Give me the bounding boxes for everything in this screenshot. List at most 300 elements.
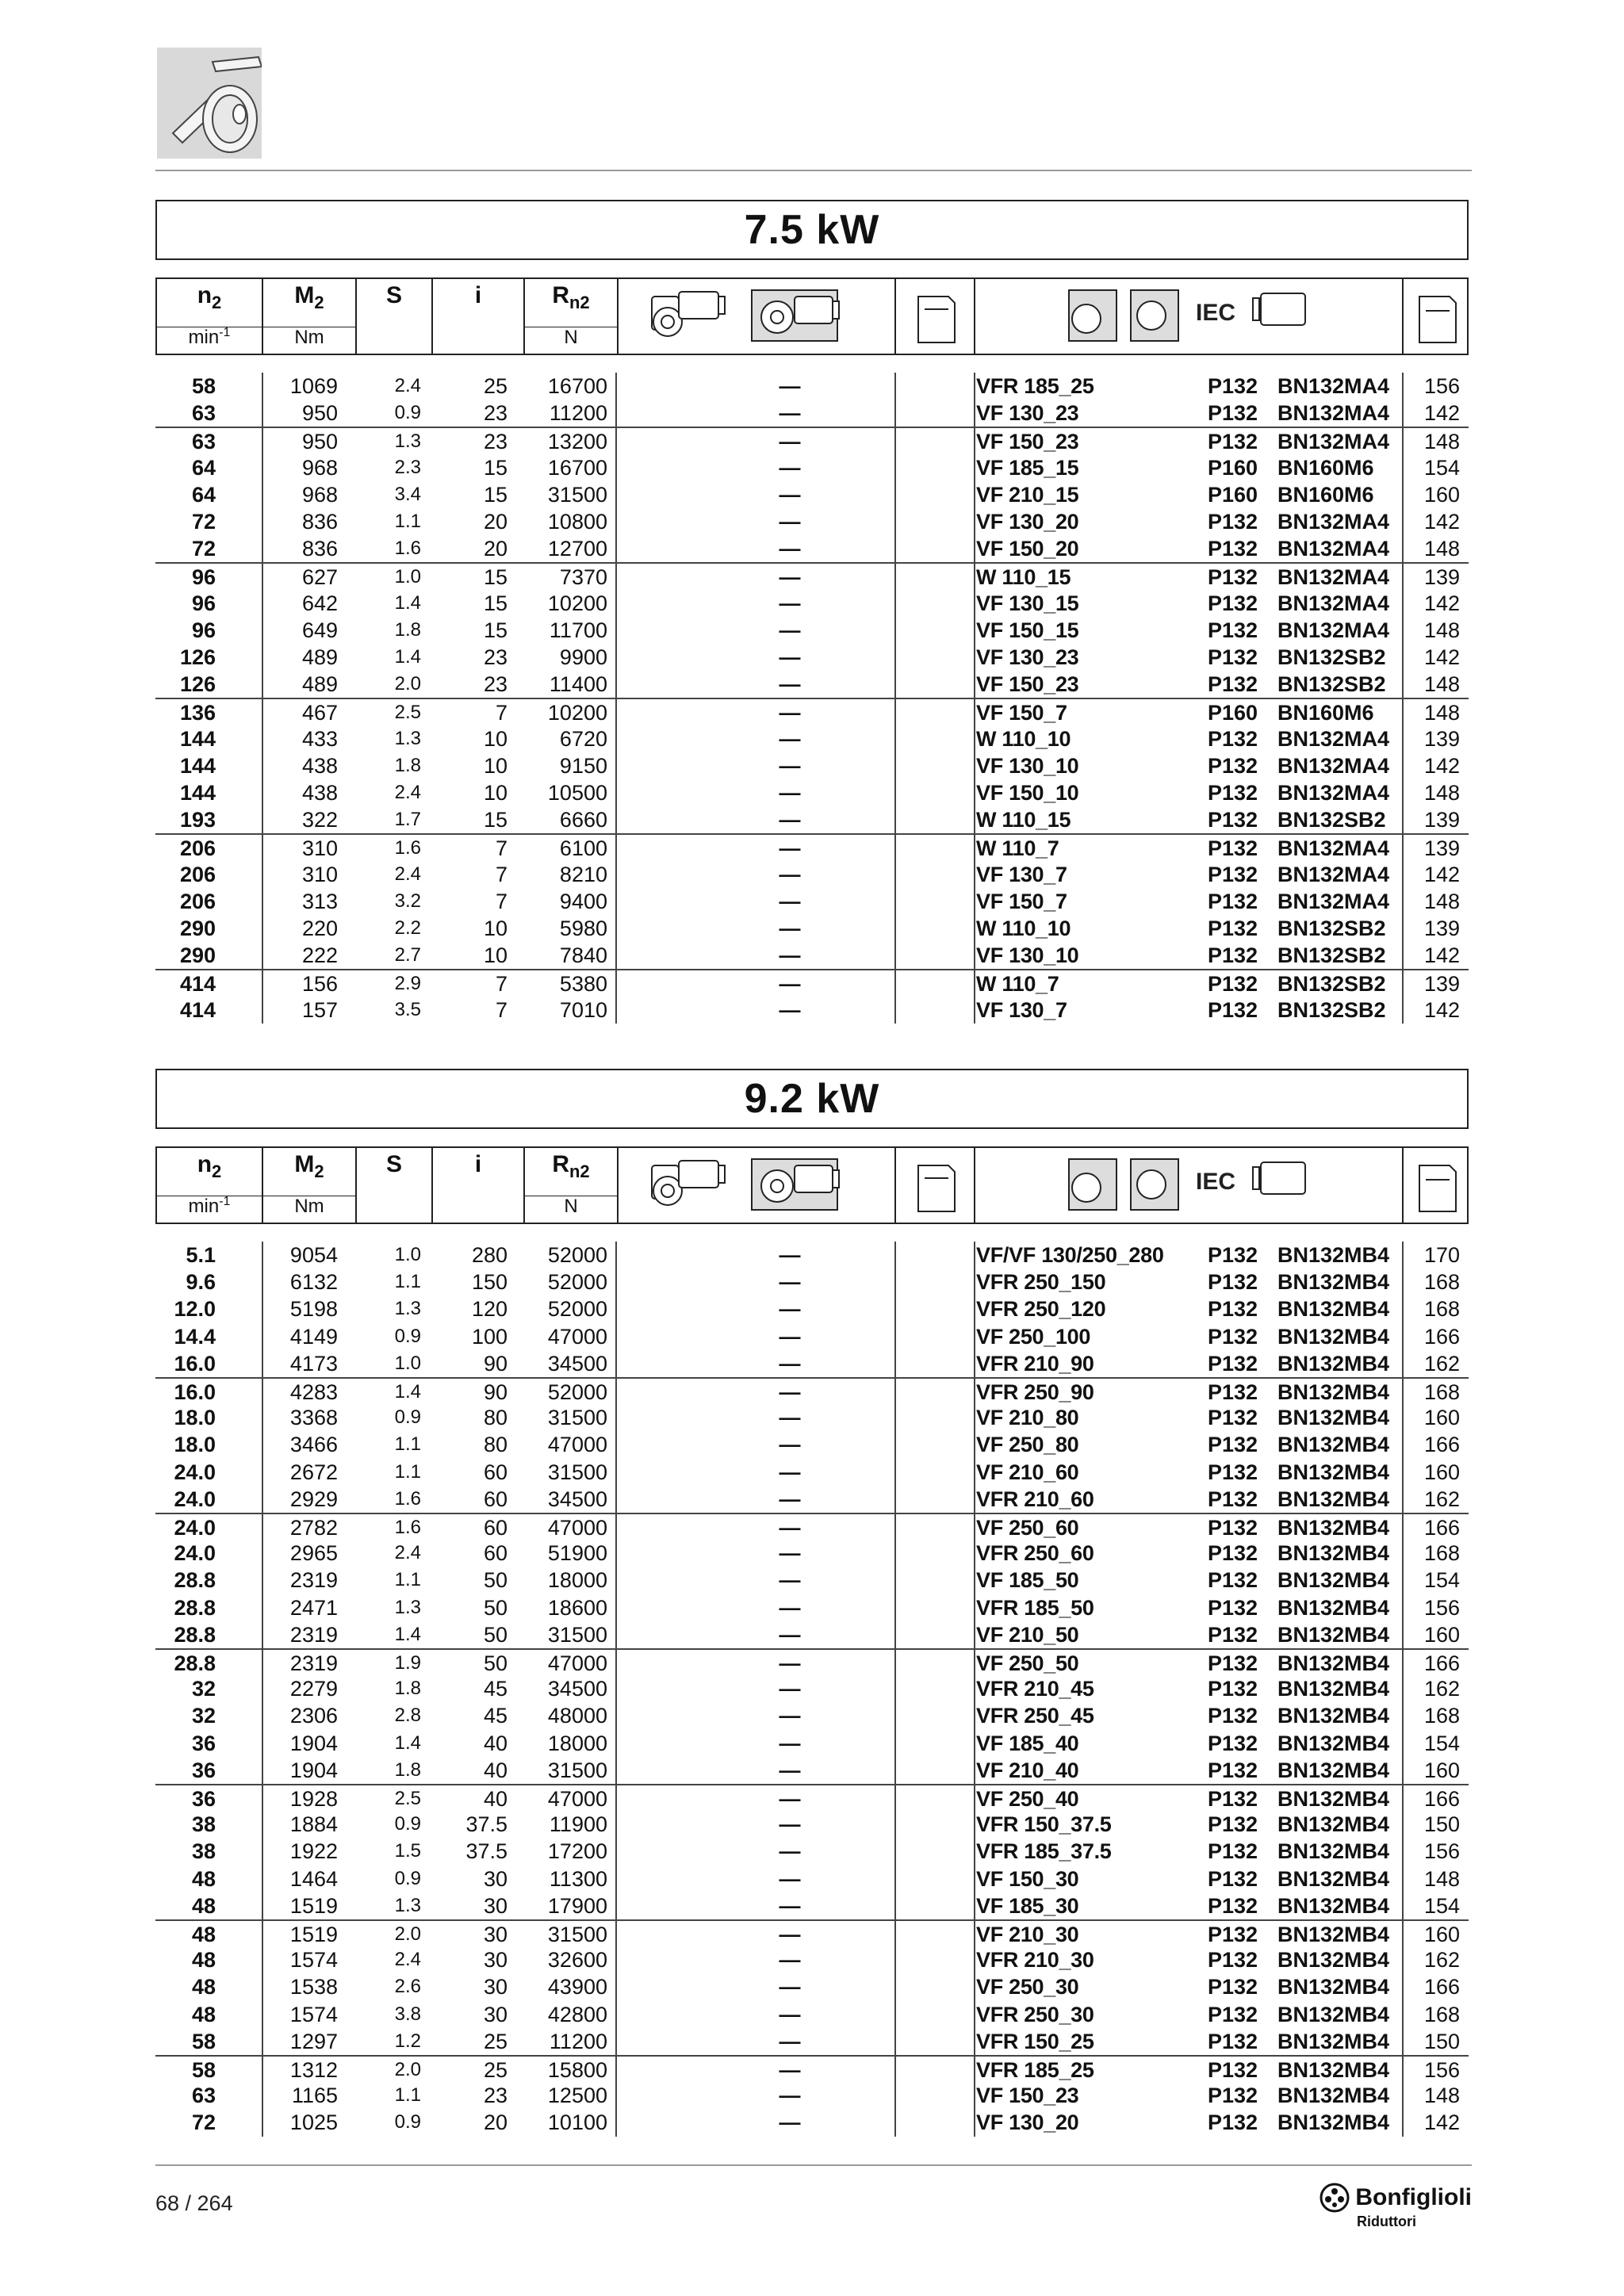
cell-rn2: 18600 (547, 1595, 607, 1620)
cell-dash: — (779, 1324, 801, 1349)
cell-s: 1.2 (394, 2030, 421, 2052)
cell-s: 0.9 (394, 1813, 421, 1835)
cell-p: P132 (1208, 1622, 1258, 1647)
cell-n2: 63 (191, 2084, 216, 2108)
cell-m2: 1928 (289, 1787, 338, 1811)
cell-i: 40 (483, 1731, 508, 1755)
cell-dash: — (779, 781, 801, 805)
cell-dash: — (779, 1351, 801, 1376)
m2-sub: 2 (314, 1161, 324, 1181)
cell-rn2: 11300 (549, 1866, 607, 1891)
cell-p: P132 (1208, 591, 1258, 615)
cell-dash: — (779, 1622, 801, 1647)
cell-s: 2.3 (394, 456, 421, 478)
cell-code: VF 130_23 (976, 401, 1079, 426)
cell-s: 2.7 (394, 944, 421, 966)
cell-rn2: 34500 (547, 1487, 607, 1511)
cell-motor: BN132MB4 (1277, 2058, 1390, 2082)
cell-code: VF 250_30 (976, 1975, 1079, 1999)
cell-m2: 627 (301, 565, 338, 590)
cell-rn2: 11700 (549, 618, 607, 642)
cell-code: W 110_15 (976, 565, 1071, 590)
cell-m2: 3368 (289, 1406, 338, 1430)
cell-p: P132 (1208, 1324, 1258, 1349)
cell-rn2: 34500 (547, 1351, 607, 1376)
iec-motor-adapter-icon (975, 1148, 1404, 1223)
cell-rn2: 12500 (547, 2084, 607, 2108)
cell-code: W 110_7 (976, 836, 1059, 861)
cell-i: 10 (483, 916, 508, 940)
brand-logo (1319, 2182, 1472, 2230)
cell-code: VF 130_23 (976, 645, 1079, 669)
cell-i: 15 (483, 591, 508, 615)
cell-n2: 28.8 (174, 1622, 216, 1647)
cell-code: VFR 210_45 (976, 1677, 1094, 1701)
cell-rn2: 17200 (547, 1839, 607, 1864)
table-row (155, 400, 1469, 427)
cell-m2: 489 (301, 645, 338, 669)
cell-dash: — (779, 2058, 801, 2082)
cell-s: 1.4 (394, 1623, 421, 1645)
cell-dash: — (779, 943, 801, 968)
cell-s: 2.0 (394, 1923, 421, 1945)
cell-page: 142 (1423, 401, 1460, 426)
cell-page: 162 (1423, 1351, 1460, 1376)
cell-page: 150 (1423, 1812, 1460, 1837)
cell-n2: 9.6 (186, 1270, 216, 1295)
cell-s: 1.7 (394, 809, 421, 831)
cell-page: 148 (1423, 2084, 1460, 2108)
table-row (155, 1973, 1469, 2000)
cell-code: VFR 250_90 (976, 1380, 1094, 1404)
cell-rn2: 47000 (547, 1787, 607, 1811)
cell-p: P132 (1208, 1541, 1258, 1566)
cell-dash: — (779, 889, 801, 913)
table-row (155, 1459, 1469, 1486)
cell-rn2: 47000 (547, 1651, 607, 1675)
cell-dash: — (779, 672, 801, 697)
cell-s: 1.3 (394, 1596, 421, 1618)
cell-page: 168 (1423, 1270, 1460, 1295)
cell-i: 25 (483, 2029, 508, 2053)
cell-motor: BN132MB4 (1277, 1595, 1390, 1620)
cell-p: P132 (1208, 1948, 1258, 1973)
cell-rn2: 9900 (559, 645, 607, 669)
cell-dash: — (779, 2110, 801, 2135)
cell-m2: 649 (301, 618, 338, 642)
table-row (155, 1919, 1469, 1948)
cell-i: 20 (483, 2110, 508, 2135)
cell-p: P132 (1208, 374, 1258, 398)
table-row (155, 1486, 1469, 1513)
cell-p: P132 (1208, 1923, 1258, 1946)
cell-n2: 206 (179, 862, 216, 886)
cell-page: 160 (1423, 1460, 1460, 1484)
cell-motor: BN132MB4 (1277, 1460, 1390, 1484)
rn2-sub: n2 (569, 293, 590, 312)
cell-motor: BN132SB2 (1277, 672, 1386, 697)
cell-n2: 48 (191, 1866, 216, 1891)
cell-code: VF 150_30 (976, 1866, 1079, 1891)
m2-sub: 2 (314, 293, 324, 312)
cell-n2: 126 (179, 645, 216, 669)
cell-p: P132 (1208, 2058, 1258, 2082)
cell-m2: 322 (301, 808, 338, 832)
cell-m2: 1904 (289, 1758, 338, 1782)
cell-code: VF 250_100 (976, 1324, 1091, 1349)
cell-page: 162 (1423, 1487, 1460, 1511)
cell-page: 154 (1423, 1731, 1460, 1755)
gearmotor-icon (619, 279, 896, 354)
table-row (155, 1866, 1469, 1892)
cell-n2: 36 (191, 1758, 216, 1782)
cell-rn2: 10500 (547, 781, 607, 805)
cell-m2: 156 (301, 972, 338, 997)
cell-m2: 2929 (289, 1487, 338, 1511)
cell-dash: — (779, 482, 801, 507)
cell-i: 37.5 (465, 1839, 508, 1864)
cell-code: VFR 210_90 (976, 1351, 1094, 1376)
cell-p: P132 (1208, 997, 1258, 1022)
cell-page: 162 (1423, 1677, 1460, 1701)
cell-code: VFR 250_45 (976, 1704, 1094, 1728)
table-row (155, 562, 1469, 591)
cell-page: 142 (1423, 862, 1460, 886)
cell-dash: — (779, 1812, 801, 1837)
cell-s: 0.9 (394, 402, 421, 424)
cell-rn2: 42800 (547, 2002, 607, 2026)
cell-p: P132 (1208, 753, 1258, 778)
cell-dash: — (779, 726, 801, 751)
cell-p: P132 (1208, 2002, 1258, 2026)
cell-code: VF 130_15 (976, 591, 1079, 615)
cell-s: 1.3 (394, 1298, 421, 1320)
cell-page: 160 (1423, 1406, 1460, 1430)
cell-n2: 96 (191, 591, 216, 615)
cell-i: 15 (483, 482, 508, 507)
cell-i: 60 (483, 1516, 508, 1540)
table-row (155, 779, 1469, 806)
cell-motor: BN132MB4 (1277, 1380, 1390, 1404)
cell-page: 168 (1423, 2002, 1460, 2026)
gearmotor-icon (619, 1148, 896, 1223)
cell-i: 10 (483, 726, 508, 751)
cell-i: 7 (495, 836, 508, 861)
cell-page: 148 (1423, 1866, 1460, 1891)
cell-motor: BN160M6 (1277, 455, 1374, 480)
cell-s: 0.9 (394, 1325, 421, 1347)
iec-motor-adapter-icon (975, 279, 1404, 354)
cell-motor: BN132MA4 (1277, 618, 1390, 642)
dimension-sheet-col-2 (1404, 1148, 1470, 1223)
cell-m2: 2471 (289, 1595, 338, 1620)
cell-dash: — (779, 1866, 801, 1891)
cell-p: P132 (1208, 401, 1258, 426)
cell-code: VF 150_10 (976, 781, 1079, 805)
table-row (155, 427, 1469, 455)
cell-s: 1.1 (394, 1271, 421, 1293)
cell-m2: 836 (301, 537, 338, 561)
cell-motor: BN132MA4 (1277, 374, 1390, 398)
table-row (155, 1946, 1469, 1973)
cell-code: VFR 150_37.5 (976, 1812, 1112, 1837)
cell-n2: 290 (179, 943, 216, 968)
cell-rn2: 10100 (547, 2110, 607, 2135)
cell-dash: — (779, 1839, 801, 1864)
cell-n2: 63 (191, 430, 216, 454)
table-row (155, 1350, 1469, 1377)
cell-n2: 58 (191, 2058, 216, 2082)
cell-p: P132 (1208, 808, 1258, 832)
col-s (357, 1148, 433, 1223)
dimension-sheet-icon (896, 1148, 975, 1223)
cell-motor: BN132MB4 (1277, 1923, 1390, 1946)
cell-s: 1.0 (394, 566, 421, 588)
cell-s: 1.6 (394, 837, 421, 859)
cell-page: 150 (1423, 2029, 1460, 2053)
bonfiglioli-logo-icon (1319, 2182, 1350, 2214)
cell-i: 10 (483, 753, 508, 778)
cell-page: 160 (1423, 1923, 1460, 1946)
cell-p: P132 (1208, 2029, 1258, 2053)
column-divider (974, 373, 975, 1024)
cell-motor: BN132MB4 (1277, 1541, 1390, 1566)
cell-p: P132 (1208, 1975, 1258, 1999)
cell-page: 148 (1423, 781, 1460, 805)
cell-i: 10 (483, 943, 508, 968)
n2-unit: min (188, 1196, 220, 1217)
cell-p: P132 (1208, 1866, 1258, 1891)
cell-s: 1.6 (394, 1487, 421, 1510)
cell-i: 45 (483, 1677, 508, 1701)
dimension-sheet-col-2 (1404, 279, 1470, 354)
cell-p: P132 (1208, 1595, 1258, 1620)
cell-s: 1.3 (394, 727, 421, 749)
cell-dash: — (779, 1380, 801, 1404)
cell-dash: — (779, 1731, 801, 1755)
cell-rn2: 6100 (559, 836, 607, 861)
cell-p: P132 (1208, 1380, 1258, 1404)
cell-m2: 313 (301, 889, 338, 913)
table-row (155, 1323, 1469, 1350)
cell-p: P132 (1208, 1758, 1258, 1782)
cell-page: 166 (1423, 1787, 1460, 1811)
cell-rn2: 51900 (547, 1541, 607, 1566)
cell-dash: — (779, 565, 801, 590)
cell-code: VF 130_7 (976, 997, 1067, 1022)
cell-code: VF 150_15 (976, 618, 1079, 642)
top-rule (155, 170, 1472, 171)
cell-s: 2.4 (394, 1542, 421, 1564)
cell-p: P132 (1208, 672, 1258, 697)
cell-motor: BN132MB4 (1277, 1866, 1390, 1891)
cell-m2: 1464 (289, 1866, 338, 1891)
cell-m2: 1538 (289, 1975, 338, 1999)
cell-p: P160 (1208, 455, 1258, 480)
cell-motor: BN132SB2 (1277, 997, 1386, 1022)
table-row (155, 1757, 1469, 1784)
cell-m2: 1519 (289, 1893, 338, 1918)
column-divider (1402, 373, 1404, 1024)
cell-s: 2.4 (394, 782, 421, 803)
cell-i: 50 (483, 1568, 508, 1593)
cell-dash: — (779, 1975, 801, 1999)
m2-label: M (294, 282, 315, 308)
cell-motor: BN132MB4 (1277, 1324, 1390, 1349)
cell-i: 23 (483, 401, 508, 426)
cell-dash: — (779, 1923, 801, 1946)
rn2-sub: n2 (569, 1161, 590, 1181)
cell-m2: 836 (301, 510, 338, 534)
cell-page: 154 (1423, 1568, 1460, 1593)
cell-i: 25 (483, 2058, 508, 2082)
cell-i: 15 (483, 455, 508, 480)
table-row (155, 2055, 1469, 2084)
cell-m2: 1884 (289, 1812, 338, 1837)
table-row (155, 671, 1469, 698)
cell-m2: 1025 (289, 2110, 338, 2135)
column-divider (974, 1242, 975, 2137)
cell-rn2: 17900 (547, 1893, 607, 1918)
cell-code: VF 185_40 (976, 1731, 1079, 1755)
cell-i: 90 (483, 1351, 508, 1376)
cell-m2: 9054 (289, 1243, 338, 1267)
cell-s: 2.2 (394, 917, 421, 939)
cell-code: VFR 210_30 (976, 1948, 1094, 1973)
cell-rn2: 6660 (559, 808, 607, 832)
cell-m2: 2782 (289, 1516, 338, 1540)
table-row (155, 535, 1469, 562)
cell-code: VF 210_40 (976, 1758, 1079, 1782)
cell-code: VFR 250_120 (976, 1297, 1106, 1322)
cell-rn2: 11200 (549, 2029, 607, 2053)
cell-s: 3.8 (394, 2003, 421, 2025)
cell-i: 90 (483, 1380, 508, 1404)
cell-code: VFR 250_30 (976, 2002, 1094, 2026)
cell-m2: 438 (301, 781, 338, 805)
cell-motor: BN132MB4 (1277, 1948, 1390, 1973)
cell-code: VFR 185_25 (976, 374, 1094, 398)
cell-code: VF 130_7 (976, 862, 1067, 886)
cell-dash: — (779, 972, 801, 997)
cell-i: 15 (483, 808, 508, 832)
cell-s: 2.9 (394, 973, 421, 995)
cell-page: 142 (1423, 2110, 1460, 2135)
cell-i: 7 (495, 701, 508, 725)
i-label: i (474, 1151, 482, 1177)
dimension-sheet-icon (896, 279, 975, 354)
cell-i: 30 (483, 2002, 508, 2026)
table-row (155, 454, 1469, 481)
cell-page: 142 (1423, 510, 1460, 534)
cell-page: 139 (1423, 726, 1460, 751)
cell-s: 0.9 (394, 1406, 421, 1429)
cell-page: 156 (1423, 374, 1460, 398)
cell-s: 1.8 (394, 618, 421, 641)
cell-m2: 220 (301, 916, 338, 940)
cell-rn2: 43900 (547, 1975, 607, 1999)
cell-m2: 1574 (289, 2002, 338, 2026)
cell-code: W 110_10 (976, 916, 1071, 940)
cell-m2: 2306 (289, 1704, 338, 1728)
cell-p: P132 (1208, 1787, 1258, 1811)
cell-p: P132 (1208, 537, 1258, 561)
table-row (155, 481, 1469, 508)
cell-p: P132 (1208, 1812, 1258, 1837)
cell-p: P132 (1208, 1839, 1258, 1864)
cell-motor: BN132MB4 (1277, 1351, 1390, 1376)
cell-code: W 110_7 (976, 972, 1059, 997)
cell-s: 0.9 (394, 1867, 421, 1889)
cell-m2: 222 (301, 943, 338, 968)
cell-s: 1.8 (394, 1678, 421, 1700)
cell-dash: — (779, 1270, 801, 1295)
cell-i: 50 (483, 1622, 508, 1647)
col-n2 (157, 1148, 263, 1223)
cell-dash: — (779, 430, 801, 454)
cell-code: VF 210_15 (976, 482, 1079, 507)
cell-s: 1.4 (394, 646, 421, 668)
cell-page: 148 (1423, 889, 1460, 913)
table-row (155, 2001, 1469, 2028)
cell-code: VFR 185_25 (976, 2058, 1094, 2082)
cell-rn2: 10200 (547, 701, 607, 725)
iec-icons (975, 279, 1404, 354)
cell-s: 3.5 (394, 998, 421, 1020)
cell-s: 2.5 (394, 702, 421, 724)
cell-i: 25 (483, 374, 508, 398)
cell-page: 166 (1423, 1324, 1460, 1349)
table-row (155, 1702, 1469, 1729)
cell-n2: 32 (191, 1677, 216, 1701)
table-row (155, 590, 1469, 617)
cell-motor: BN132MB4 (1277, 1270, 1390, 1295)
cell-code: VFR 185_37.5 (976, 1839, 1112, 1864)
table-row (155, 1540, 1469, 1567)
m2-unit: Nm (294, 327, 324, 348)
cell-n2: 48 (191, 2002, 216, 2026)
cell-i: 150 (471, 1270, 508, 1295)
column-divider (262, 373, 263, 1024)
table-row (155, 2082, 1469, 2109)
cell-motor: BN132MB4 (1277, 2110, 1390, 2135)
cell-n2: 24.0 (174, 1541, 216, 1566)
cell-dash: — (779, 455, 801, 480)
cell-code: VF 185_50 (976, 1568, 1079, 1593)
cell-page: 148 (1423, 701, 1460, 725)
table-row (155, 942, 1469, 969)
cell-s: 1.1 (394, 511, 421, 532)
cell-i: 100 (471, 1324, 508, 1349)
cell-code: VFR 250_60 (976, 1541, 1094, 1566)
page-number: 68 / 264 (155, 2191, 233, 2215)
cell-i: 60 (483, 1487, 508, 1511)
cell-dash: — (779, 1948, 801, 1973)
cell-s: 1.3 (394, 1894, 421, 1916)
cell-m2: 4173 (289, 1351, 338, 1376)
cell-motor: BN132SB2 (1277, 808, 1386, 832)
cell-rn2: 8210 (559, 862, 607, 886)
cell-page: 166 (1423, 1516, 1460, 1540)
iec-label: IEC (1196, 1169, 1236, 1195)
cell-p: P132 (1208, 943, 1258, 968)
cell-s: 1.0 (394, 1244, 421, 1265)
table-row (155, 644, 1469, 671)
cell-code: VF 250_40 (976, 1787, 1079, 1811)
cell-s: 1.5 (394, 1840, 421, 1862)
cell-i: 15 (483, 565, 508, 590)
cell-code: VF 150_23 (976, 672, 1079, 697)
